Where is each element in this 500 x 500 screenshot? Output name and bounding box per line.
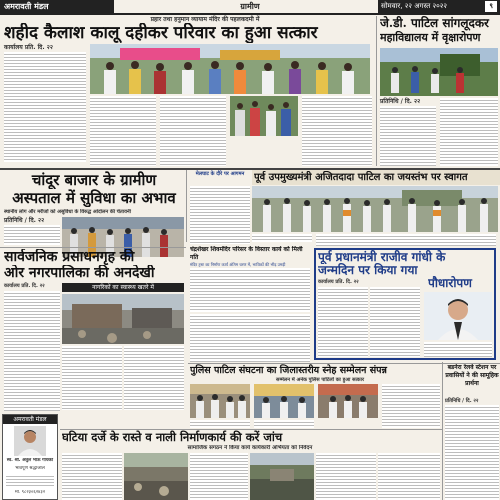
story-6-text-col-3 [124, 346, 184, 410]
story-10-text-col-3 [316, 453, 376, 500]
story-10-photo-2 [250, 453, 314, 500]
story-10-photo-1 [124, 453, 188, 500]
story-6-text-col-1 [4, 291, 60, 411]
story-9-dateline: प्रतिनिधि / दि. २२ [445, 398, 479, 404]
story-6-dateline: कार्यालय प्रति. दि. २२ [4, 283, 45, 289]
story-1-headline: शहीद कैलाश कालू दहीकर परिवार का हुआ सत्कार [4, 23, 318, 43]
story-10-text-col-2 [190, 453, 248, 500]
story-10-headline: घटिया दर्जे के रास्ते व नाली निर्माणकार्य की करें जांच [62, 430, 283, 444]
divider-top-right [376, 16, 377, 166]
story-4-box-label: मेलघाट के दौरे पर आगमन [195, 171, 245, 177]
story-3-sub: स्थानीय लोग और मरीजों को असुविधा के विरुद्ध आंदोलन की चेतावनी [4, 209, 131, 215]
story-2-text-2 [440, 98, 498, 166]
story-box-text [190, 186, 250, 244]
story-2-photo [380, 48, 498, 96]
story-5-text [190, 268, 310, 312]
story-8-photo-1 [190, 384, 250, 418]
story-11-text [6, 474, 54, 488]
story-3-headline-2: अस्पताल में सुविधा का अभाव [12, 189, 176, 207]
page-number: ९ [485, 1, 497, 12]
story-11-caption: भावपूर्ण श्रद्धांजलि [15, 466, 45, 471]
masthead-rule [0, 13, 500, 15]
story-8-photo-3 [318, 384, 378, 418]
story-10-sub: सामाजिक संगठन ने किया कार्य कार्यकारी अभियंता को निवेदन [187, 445, 313, 451]
brand-name: अमरावती मंडल [4, 2, 49, 11]
section-label: ग्रामीण [240, 2, 260, 11]
story-2-text [380, 106, 436, 166]
story-10-text-col-4 [378, 453, 440, 500]
story-2-headline-1: जे.डी. पाटिल सांगलूदकर [380, 16, 489, 30]
story-8-headline: पुलिस पाटिल संघटना का जिलास्तरीय स्नेह सम्मेलन संपन्न [190, 365, 387, 376]
story-8-text-col-3 [382, 384, 440, 428]
story-6-headline-2: ओर नगरपालिका की अनदेखी [4, 265, 155, 281]
story-6-photo-1 [62, 294, 184, 344]
issue-date: सोमवार, २२ अगस्त २०२२ [381, 2, 448, 10]
story-3-headline-1: चांदूर बाजार के ग्रामीण [31, 171, 157, 189]
story-7-text-col-2 [370, 287, 420, 357]
story-7-headline-1: पूर्व प्रधानमंत्री राजीव गांधी के [318, 250, 446, 264]
story-8-sub: सम्मेलन में अनेक पुलिस पाटिलों का हुआ सत्कार [276, 377, 364, 383]
story-1-text-col-4 [302, 96, 372, 166]
story-11-name: स्व. श्री. अतुल भाऊ गायकी [6, 458, 54, 463]
story-1-photo-main [90, 44, 370, 94]
story-10-text-col-1 [62, 453, 122, 500]
story-5-headline: चंद्रशेखर शिवमंदिर परिसर के विस्तार कार्य को मिली गति [190, 246, 303, 261]
story-7-portrait [424, 292, 492, 340]
story-1-dateline: कार्यालय प्रति. दि. २२ [4, 44, 53, 51]
story-1-photo-2 [230, 96, 298, 136]
story-9-headline: बडनेरा रेलवे स्टेशन पर प्रवासियों ने की सामूहिक प्रार्थना [445, 364, 499, 387]
story-4-text [252, 234, 312, 242]
divider-right-col [442, 362, 443, 500]
story-7-headline-2: जन्मदिन पर किया गया [318, 263, 418, 277]
story-7-dateline: कार्यालय प्रति. दि. २२ [318, 279, 359, 285]
story-11-phone: मो. ९८२३०६२४३२ [14, 490, 46, 495]
story-6-headline-1: सार्वजनिक प्रसाधनगृह की [4, 249, 135, 265]
story-1-text-col-1 [4, 52, 86, 162]
story-4-headline: पूर्व उपमुख्यमंत्री अजितदादा पाटिल का जयस्तंभ पर स्वागत [254, 172, 468, 183]
divider-mid-left [186, 170, 187, 242]
story-8-text-col-1 [190, 420, 250, 428]
story-2-headline-2: महाविद्यालय में वृक्षारोपण [380, 31, 481, 44]
masthead-left [0, 0, 114, 13]
story-8-photo-2 [254, 384, 314, 418]
story-9-text [445, 405, 499, 500]
story-7-text-col-3 [424, 342, 492, 357]
story-7-text-col-1 [318, 287, 368, 357]
story-6-text-col-2 [62, 346, 122, 410]
story-1-kicker: प्रहार तथा हनुमान व्यायाम मंदिर की पहलकदमी में [150, 16, 260, 23]
story-11-portrait [14, 426, 46, 456]
story-5-text-2 [190, 314, 310, 362]
story-8-text-col-2 [254, 420, 314, 428]
story-1-text-col-2 [90, 96, 156, 166]
story-11-label: अमरावती मंडल [3, 415, 57, 424]
story-3-dateline: प्रतिनिधि / दि. २२ [4, 217, 45, 224]
story-5-sub: मंदिर ट्रस्ट का निर्माण कार्य अंतिम चरण में, भाविकों की भीड़ उमड़ी [190, 262, 286, 267]
story-7-headline-3: पौधारोपण [428, 276, 472, 290]
divider-story-6 [0, 247, 186, 248]
story-6-sub: नागरिकों का स्वास्थ्य खतरे में [92, 284, 154, 291]
masthead-right [378, 0, 500, 13]
story-4-text-2 [316, 234, 496, 246]
story-4-photo [252, 186, 498, 232]
story-3-text-col-1 [4, 225, 60, 245]
story-1-text-col-3 [160, 96, 226, 166]
story-2-dateline: प्रतिनिधि / दि. २२ [380, 98, 421, 105]
